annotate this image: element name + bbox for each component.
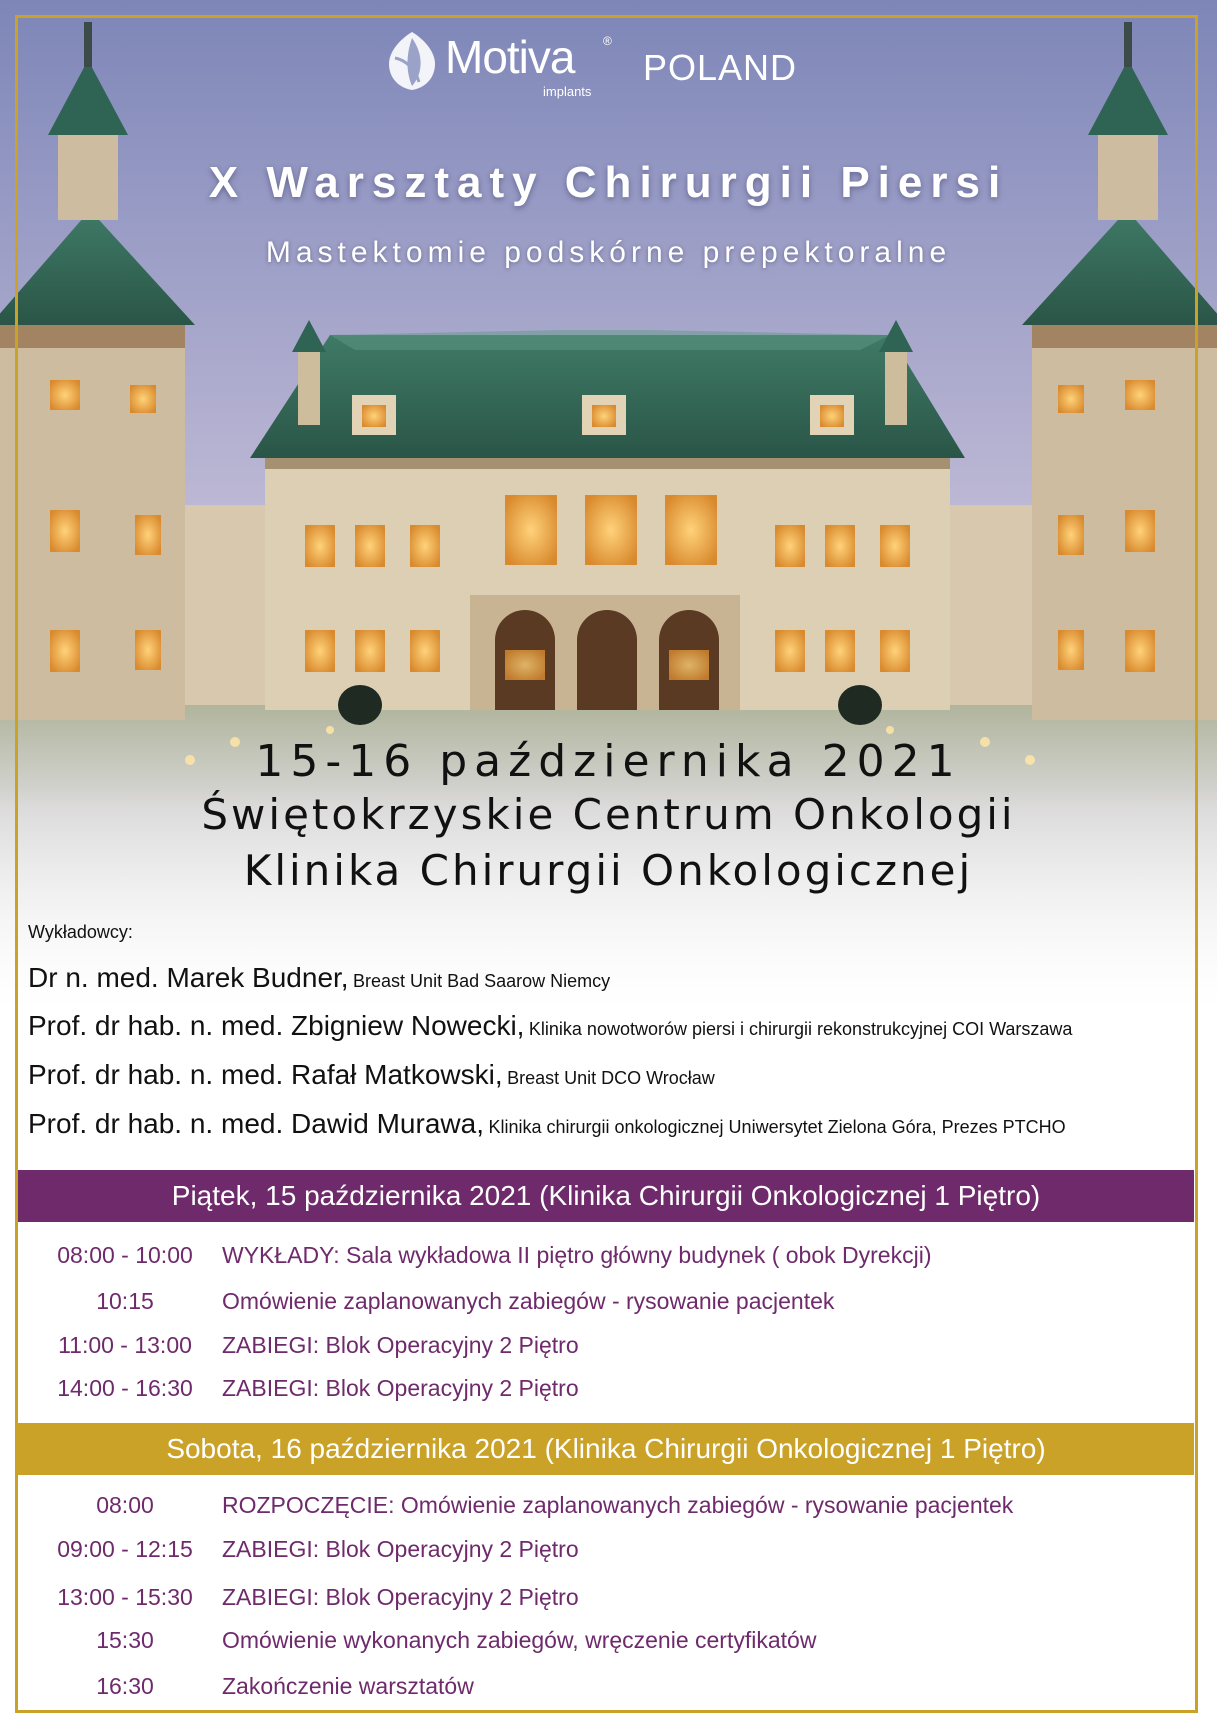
schedule-row xyxy=(0,1623,1217,1657)
day1-header: Piątek, 15 października 2021 (Klinika Chirurgii Onkologicznej 1 Piętro) xyxy=(18,1170,1194,1222)
schedule-activity: ZABIEGI: Blok Operacyjny 2 Piętro xyxy=(222,1332,579,1358)
schedule-row xyxy=(0,1371,1217,1405)
schedule-row xyxy=(0,1669,1217,1703)
schedule-activity: ZABIEGI: Blok Operacyjny 2 Piętro xyxy=(222,1584,579,1610)
poster-subtitle: Mastektomie podskórne prepektoralne xyxy=(265,236,952,269)
event-unit: Klinika Chirurgii Onkologicznej xyxy=(243,846,974,895)
brand-tagline: implants xyxy=(543,84,592,99)
schedule-time: 10:15 xyxy=(96,1288,154,1314)
lecturer-name: Dr n. med. Marek Budner, xyxy=(28,962,349,993)
lecturer-item xyxy=(28,1108,1198,1140)
lecturer-item xyxy=(28,962,1198,994)
schedule-time: 08:00 xyxy=(96,1492,154,1518)
lecturers-heading: Wykładowcy: xyxy=(28,922,133,942)
schedule-activity: ZABIEGI: Blok Operacyjny 2 Piętro xyxy=(222,1375,579,1401)
schedule-time: 16:30 xyxy=(96,1673,154,1699)
schedule-activity: WYKŁADY: Sala wykładowa II piętro główny budynek ( obok Dyrekcji) xyxy=(222,1242,932,1268)
schedule-activity: Zakończenie warsztatów xyxy=(222,1673,474,1699)
schedule-row xyxy=(0,1488,1217,1522)
schedule-row xyxy=(0,1580,1217,1614)
schedule-activity: ZABIEGI: Blok Operacyjny 2 Piętro xyxy=(222,1536,579,1562)
schedule-time: 14:00 - 16:30 xyxy=(57,1375,193,1401)
event-venue: Świętokrzyskie Centrum Onkologii xyxy=(201,790,1016,839)
lecturer-affiliation: Klinika chirurgii onkologicznej Uniwersytet Zielona Góra, Prezes PTCHO xyxy=(488,1117,1066,1137)
lecturer-item xyxy=(28,1059,1198,1091)
event-dates: 15-16 października 2021 xyxy=(255,736,962,787)
lecturer-item xyxy=(28,1010,1198,1042)
schedule-time: 08:00 - 10:00 xyxy=(57,1242,193,1268)
lecturer-affiliation: Breast Unit Bad Saarow Niemcy xyxy=(353,971,611,991)
schedule-row xyxy=(0,1284,1217,1318)
registered-mark: ® xyxy=(603,34,612,48)
motiva-logo xyxy=(385,30,845,102)
poster-title: X Warsztaty Chirurgii Piersi xyxy=(208,158,1009,207)
lecturer-name: Prof. dr hab. n. med. Dawid Murawa, xyxy=(28,1108,484,1139)
schedule-activity: Omówienie wykonanych zabiegów, wręczenie certyfikatów xyxy=(222,1627,817,1653)
lecturer-affiliation: Breast Unit DCO Wrocław xyxy=(507,1068,715,1088)
brand-country: POLAND xyxy=(643,47,798,88)
schedule-time: 13:00 - 15:30 xyxy=(57,1584,193,1610)
schedule-row xyxy=(0,1328,1217,1362)
brand-name: Motiva xyxy=(445,31,575,83)
day2-header: Sobota, 16 października 2021 (Klinika Chirurgii Onkologicznej 1 Piętro) xyxy=(18,1423,1194,1475)
schedule-activity: Omówienie zaplanowanych zabiegów - rysowanie pacjentek xyxy=(222,1288,835,1314)
schedule-time: 11:00 - 13:00 xyxy=(58,1332,192,1358)
schedule-time: 09:00 - 12:15 xyxy=(57,1536,193,1562)
lecturer-name: Prof. dr hab. n. med. Zbigniew Nowecki, xyxy=(28,1010,525,1041)
lecturer-affiliation: Klinika nowotworów piersi i chirurgii rekonstrukcyjnej COI Warszawa xyxy=(528,1019,1073,1039)
schedule-time: 15:30 xyxy=(96,1627,154,1653)
motiva-flower-icon xyxy=(385,30,439,92)
schedule-row xyxy=(0,1532,1217,1566)
schedule-row xyxy=(0,1238,1217,1272)
schedule-activity: ROZPOCZĘCIE: Omówienie zaplanowanych zabiegów - rysowanie pacjentek xyxy=(222,1492,1014,1518)
lecturer-name: Prof. dr hab. n. med. Rafał Matkowski, xyxy=(28,1059,503,1090)
